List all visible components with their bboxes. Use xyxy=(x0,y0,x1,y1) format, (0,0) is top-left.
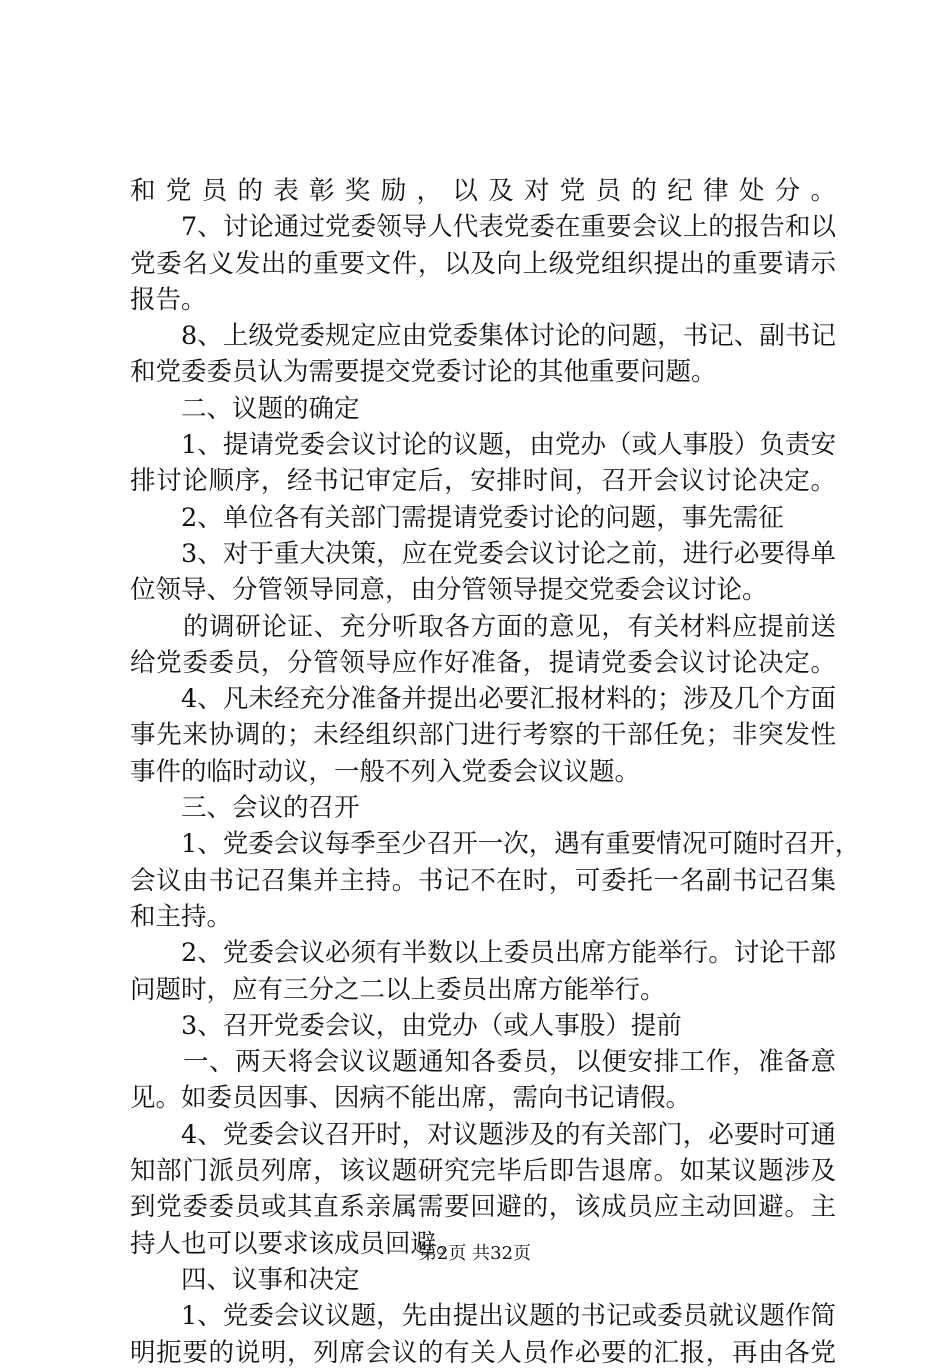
text-line: 和党委委员认为需要提交党委讨论的其他重要问题。 xyxy=(130,357,717,388)
text-line: 2、单位各有关部门需提请党委讨论的问题，事先需征 xyxy=(181,502,784,533)
text-line: 1、提请党委会议讨论的议题，由党办（或人事股）负责安 xyxy=(181,430,836,461)
text-line: 和党员的表彰奖励，以及对党员的纪律处分。 xyxy=(130,176,836,206)
text-line: 会议由书记召集并主持。书记不在时，可委托一名副书记召集 xyxy=(130,865,836,896)
text-line: 4、党委会议召开时，对议题涉及的有关部门，必要时可通 xyxy=(181,1119,836,1150)
text-line: 3、召开党委会议，由党办（或人事股）提前 xyxy=(181,1010,682,1041)
text-line: 1、党委会议每季至少召开一次，遇有重要情况可随时召开， xyxy=(181,829,861,860)
text-line: 见。如委员因事、因病不能出席，需向书记请假。 xyxy=(130,1083,692,1114)
text-line: 到党委委员或其直系亲属需要回避的，该成员应主动回避。主 xyxy=(130,1192,836,1223)
text-line: 报告。 xyxy=(130,284,207,315)
text-line: 明扼要的说明，列席会议的有关人员作必要的汇报，再由各党 xyxy=(130,1337,836,1368)
section-heading: 四、议事和决定 xyxy=(181,1264,360,1295)
document-body xyxy=(130,173,861,1371)
text-line: 4、凡未经充分准备并提出必要汇报材料的；涉及几个方面 xyxy=(181,684,836,715)
page-number-footer: 第2页 共32页 xyxy=(418,1243,532,1264)
text-line: 的调研论证、充分听取各方面的意见，有关材料应提前送 xyxy=(183,611,836,642)
text-line: 问题时，应有三分之二以上委员出席方能举行。 xyxy=(130,974,666,1005)
text-line: 持人也可以要求该成员回避。 xyxy=(130,1228,462,1259)
text-line: 2、党委会议必须有半数以上委员出席方能举行。讨论干部 xyxy=(181,938,836,969)
text-line: 知部门派员列席，该议题研究完毕后即告退席。如某议题涉及 xyxy=(130,1156,836,1187)
text-line: 排讨论顺序，经书记审定后，安排时间，召开会议讨论决定。 xyxy=(130,466,836,497)
text-line: 事件的临时动议，一般不列入党委会议议题。 xyxy=(130,756,641,787)
section-heading: 三、会议的召开 xyxy=(181,793,360,824)
text-line: 3、对于重大决策，应在党委会议讨论之前，进行必要得单 xyxy=(181,538,836,569)
text-line: 和主持。 xyxy=(130,901,233,932)
text-line: 一、两天将会议议题通知各委员，以便安排工作，准备意 xyxy=(183,1047,836,1078)
text-line: 党委名义发出的重要文件，以及向上级党组织提出的重要请示 xyxy=(130,248,836,279)
text-line: 8、上级党委规定应由党委集体讨论的问题，书记、副书记 xyxy=(181,321,836,352)
text-line: 位领导、分管领导同意，由分管领导提交党委会议讨论。 xyxy=(130,575,768,606)
section-heading: 二、议题的确定 xyxy=(181,393,360,424)
text-line: 1、党委会议议题，先由提出议题的书记或委员就议题作简 xyxy=(181,1301,836,1332)
text-line: 事先来协调的；未经组织部门进行考察的干部任免；非突发性 xyxy=(130,720,836,751)
text-line: 给党委委员，分管领导应作好准备，提请党委会议讨论决定。 xyxy=(130,647,836,678)
text-line: 7、讨论通过党委领导人代表党委在重要会议上的报告和以 xyxy=(181,212,836,243)
